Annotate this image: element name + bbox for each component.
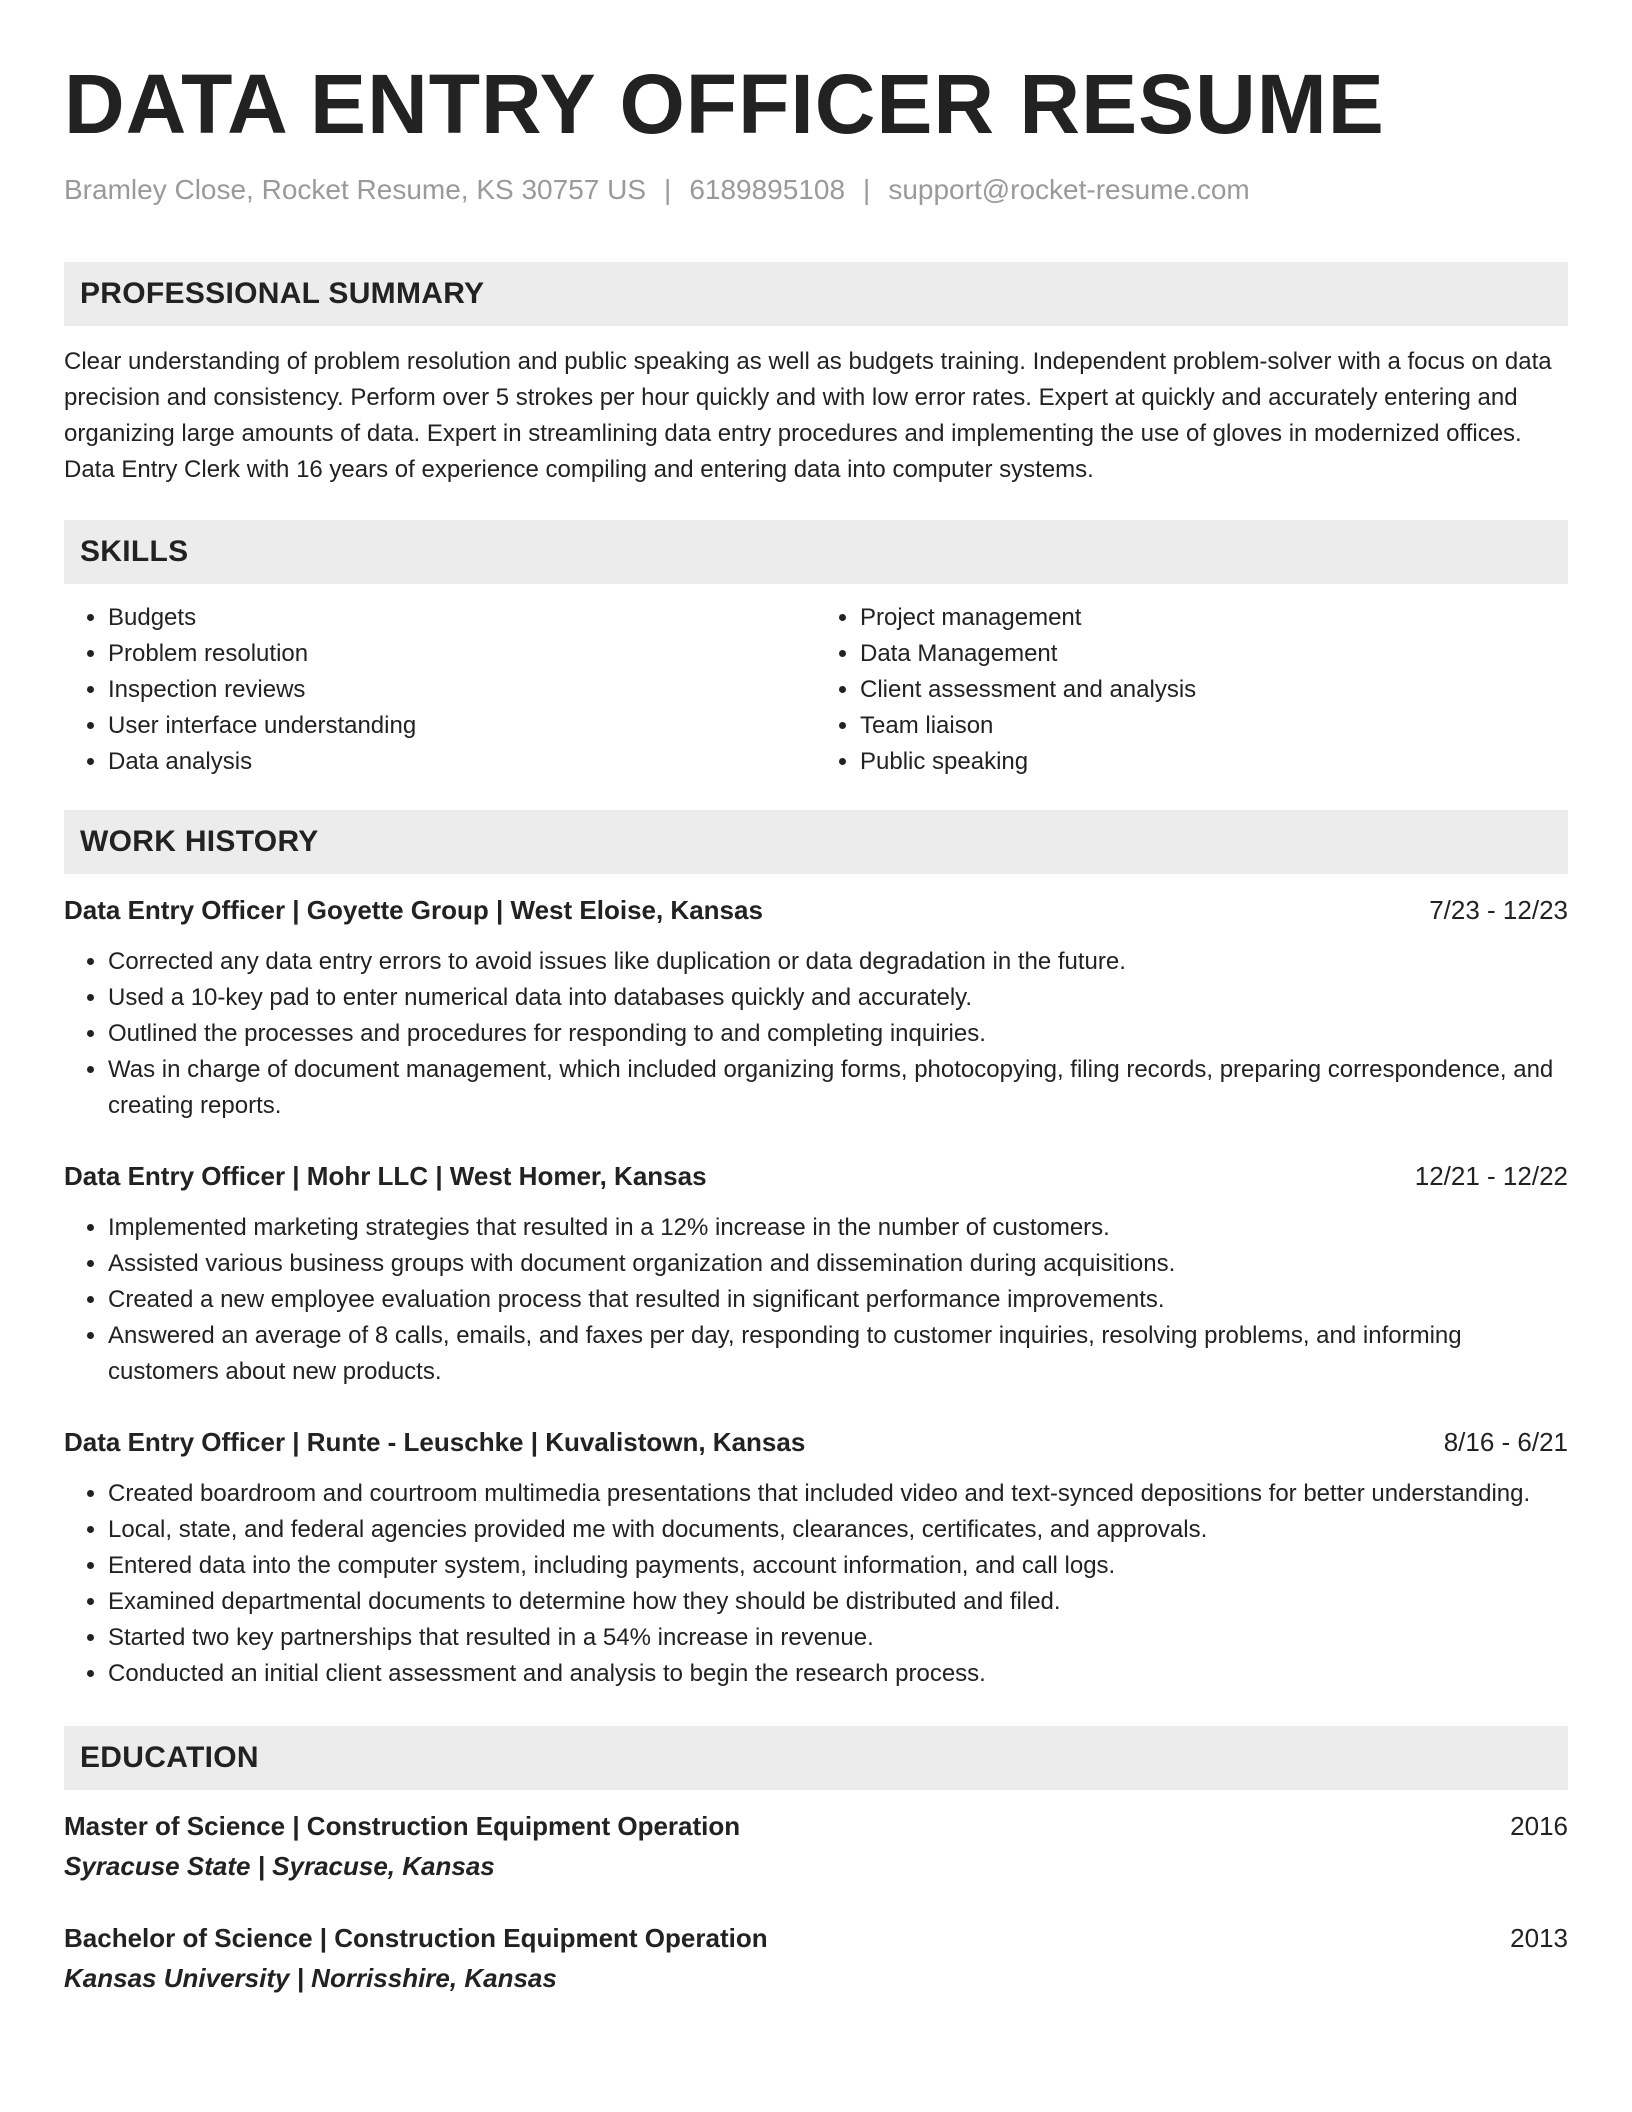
job-bullet: • Examined departmental documents to determine how they should be distributed and filed. xyxy=(108,1584,1568,1620)
job-bullet: • Conducted an initial client assessment and analysis to begin the research process. xyxy=(108,1656,1568,1692)
job-bullets xyxy=(64,944,1568,1124)
resume-title: DATA ENTRY OFFICER RESUME xyxy=(64,57,1385,151)
contact-email: support@rocket-resume.com xyxy=(888,174,1250,205)
job-header xyxy=(64,892,1568,928)
education-header xyxy=(64,1920,1568,1956)
contact-phone: 6189895108 xyxy=(689,174,846,205)
job-bullet: • Assisted various business groups with document organization and dissemination during acquisitions. xyxy=(108,1246,1568,1282)
education-entry xyxy=(64,1920,1568,1996)
job-bullets xyxy=(64,1476,1568,1692)
job-bullet: • Entered data into the computer system, including payments, account information, and call logs. xyxy=(108,1548,1568,1584)
skill-item: • Budgets xyxy=(108,600,816,636)
job-entry xyxy=(64,1158,1568,1390)
job-bullet: • Used a 10-key pad to enter numerical data into databases quickly and accurately. xyxy=(108,980,1568,1016)
education-degree: Bachelor of Science | Construction Equipment Operation xyxy=(64,1923,768,1953)
job-header xyxy=(64,1158,1568,1194)
skills-heading: SKILLS xyxy=(64,520,1568,584)
job-bullet: • Was in charge of document management, which included organizing forms, photocopying, filing records, preparing correspondence, and creating reports. xyxy=(108,1052,1568,1124)
education-year: 2016 xyxy=(1510,1811,1568,1841)
contact-separator: | xyxy=(664,174,672,205)
job-entry xyxy=(64,892,1568,1124)
job-entry xyxy=(64,1424,1568,1692)
skill-item: • Data Management xyxy=(860,636,1568,672)
skill-item: • Client assessment and analysis xyxy=(860,672,1568,708)
skill-item: • Team liaison xyxy=(860,708,1568,744)
job-bullets xyxy=(64,1210,1568,1390)
skill-item: • Inspection reviews xyxy=(108,672,816,708)
skill-item: • Data analysis xyxy=(108,744,816,780)
job-title: Data Entry Officer | Mohr LLC | West Homer, Kansas xyxy=(64,1161,707,1191)
job-dates: 7/23 - 12/23 xyxy=(1429,895,1568,925)
job-bullet: • Implemented marketing strategies that resulted in a 12% increase in the number of customers. xyxy=(108,1210,1568,1246)
work-heading: WORK HISTORY xyxy=(64,810,1568,874)
job-bullet: • Created a new employee evaluation process that resulted in significant performance improvements. xyxy=(108,1282,1568,1318)
job-bullet: • Started two key partnerships that resulted in a 54% increase in revenue. xyxy=(108,1620,1568,1656)
job-bullet: • Corrected any data entry errors to avoid issues like duplication or data degradation in the future. xyxy=(108,944,1568,980)
skill-item: • Public speaking xyxy=(860,744,1568,780)
summary-text: Clear understanding of problem resolution and public speaking as well as budgets training. Independent problem-solver with a focus on data precision and consistency. Perform over 5 strokes per hour quickly and with low error rates. Expert at quickly and accurately entering and organizing large amounts of data. Expert in streamlining data entry procedures and implementing the use of gloves in modernized offices. Data Entry Clerk with 16 years of experience compiling and entering data into computer systems. xyxy=(64,348,1552,483)
skill-item: • User interface understanding xyxy=(108,708,816,744)
education-header xyxy=(64,1808,1568,1844)
education-school: Syracuse State | Syracuse, Kansas xyxy=(64,1851,495,1881)
skills-column-right xyxy=(816,600,1568,780)
skills-column-left xyxy=(64,600,816,780)
job-bullet: • Created boardroom and courtroom multimedia presentations that included video and text-synced depositions for better understanding. xyxy=(108,1476,1568,1512)
skill-item: • Project management xyxy=(860,600,1568,636)
job-bullet: • Local, state, and federal agencies provided me with documents, clearances, certificates, and approvals. xyxy=(108,1512,1568,1548)
contact-address: Bramley Close, Rocket Resume, KS 30757 US xyxy=(64,174,647,205)
job-header xyxy=(64,1424,1568,1460)
job-title: Data Entry Officer | Goyette Group | West Eloise, Kansas xyxy=(64,895,763,925)
contact-line xyxy=(64,172,1568,208)
education-heading: EDUCATION xyxy=(64,1726,1568,1790)
job-bullet: • Answered an average of 8 calls, emails, and faxes per day, responding to customer inquiries, resolving problems, and informing customers about new products. xyxy=(108,1318,1568,1390)
job-dates: 8/16 - 6/21 xyxy=(1443,1427,1568,1457)
job-title: Data Entry Officer | Runte - Leuschke | Kuvalistown, Kansas xyxy=(64,1427,806,1457)
education-entry xyxy=(64,1808,1568,1884)
education-school: Kansas University | Norrisshire, Kansas xyxy=(64,1963,557,1993)
contact-separator: | xyxy=(863,174,871,205)
education-degree: Master of Science | Construction Equipment Operation xyxy=(64,1811,741,1841)
education-year: 2013 xyxy=(1510,1923,1568,1953)
job-bullet: • Outlined the processes and procedures for responding to and completing inquiries. xyxy=(108,1016,1568,1052)
skill-item: • Problem resolution xyxy=(108,636,816,672)
summary-heading: PROFESSIONAL SUMMARY xyxy=(64,262,1568,326)
job-dates: 12/21 - 12/22 xyxy=(1414,1161,1568,1191)
skills-list xyxy=(64,600,1568,780)
